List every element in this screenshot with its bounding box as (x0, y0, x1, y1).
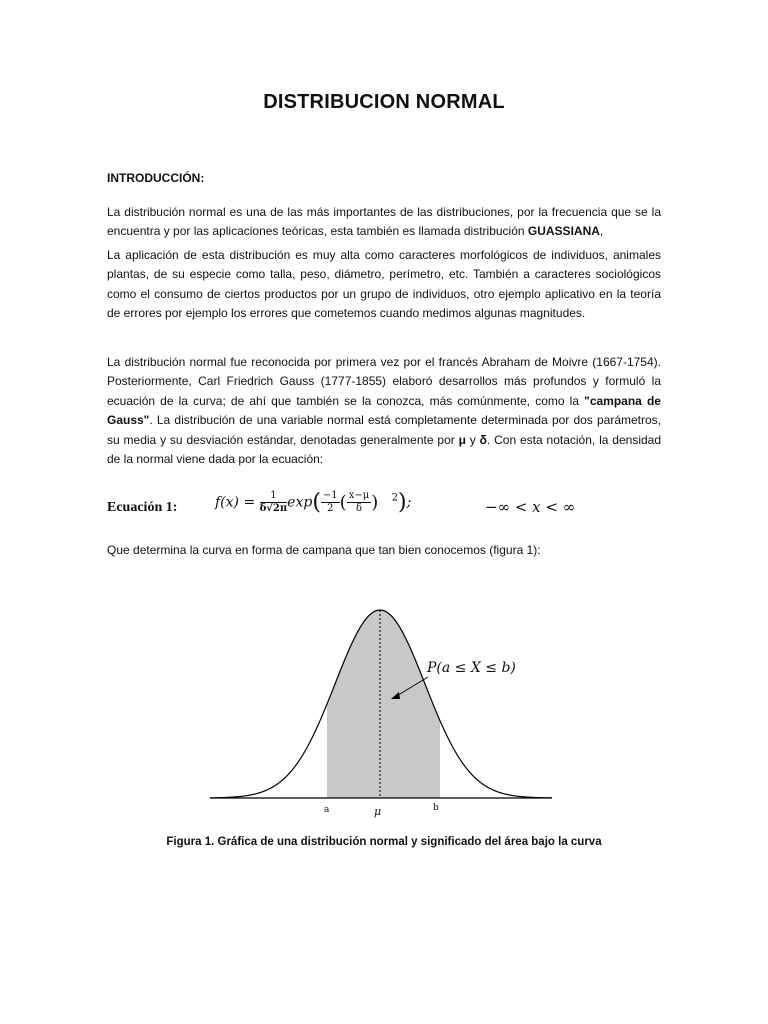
intro-heading: INTRODUCCIÓN: (107, 171, 205, 185)
delta-symbol: δ (479, 432, 487, 447)
paragraph-3-y: y (465, 432, 480, 447)
standardized-denominator: δ (355, 503, 362, 514)
label-mu: μ (374, 805, 382, 818)
label-a: a (324, 805, 330, 815)
paragraph-3-b: . La distribución de una variable normal está completamente determinada por dos parámetros, su media y su desviación estándar, denotadas generalmente por (107, 413, 661, 447)
paragraph-4: Que determina la curva en forma de campana que tan bien conocemos (figura 1): (107, 543, 541, 557)
exp-function: exp (287, 494, 313, 511)
figure-caption: Figura 1. Gráfica de una distribución normal y significado del área bajo la curva (166, 836, 602, 848)
guassiana-bold: GUASSIANA (527, 224, 600, 239)
equation-lhs: f(x) = (215, 494, 256, 511)
close-paren-inner: ) (371, 492, 379, 513)
exponent-power: 2 (391, 492, 398, 504)
page-title: DISTRIBUCION NORMAL (263, 91, 505, 113)
coefficient-numerator: 1 (260, 490, 288, 503)
standardized-numerator: x−μ (348, 490, 370, 501)
equation-semicolon: ; (406, 494, 412, 511)
coefficient-fraction (260, 490, 288, 515)
label-b: b (433, 803, 439, 813)
coefficient-denominator: δ√2π (259, 503, 288, 514)
normal-distribution-figure (200, 598, 560, 828)
paragraph-1-end: , (599, 224, 604, 239)
shaded-area (327, 610, 440, 798)
open-paren: ( (312, 490, 321, 515)
inner-denominator: 2 (327, 503, 334, 514)
campana-de-gauss-bold: "campana de Gauss" (107, 393, 661, 428)
inner-fraction (321, 490, 340, 515)
standardized-fraction (347, 490, 372, 515)
equation-1 (107, 490, 667, 526)
equation-range: −∞ < x < ∞ (485, 498, 576, 516)
equation-formula (215, 490, 411, 515)
paragraph-2: La aplicación de esta distribución es muy alta como caracteres morfológicos de individuos, animales plantas, de su especie como talla, peso, diámetro, perímetro, etc. También a caracteres sociológicos como el consumo de ciertos productos por un grupo de individuos, otro ejemplo aplicativo en la teoría de errores por ejemplo los errores que cometemos cuando medimos algunas magnitudes. (107, 248, 661, 321)
paragraph-3 (107, 353, 661, 469)
equation-label: Ecuación 1: (107, 500, 178, 515)
paragraph-1 (107, 203, 661, 242)
paragraph-1-text: La distribución normal es una de las más importantes de las distribuciones, por la frecuencia que se la encuentra y por las aplicaciones teóricas, esta también es llamada distribución (107, 205, 661, 239)
open-paren-inner: ( (339, 492, 347, 513)
mu-symbol: μ (458, 432, 466, 447)
inner-numerator: −1 (322, 490, 338, 501)
paragraph-3-a: La distribución normal fue reconocida por primera vez por el francés Abraham de Moivre (1667-1754). Posteriormente, Carl Friedrich Gauss (1777-1855) elaboró desarrollos más profundos y formuló la ecuación de la curva; de ahí que también se la conozca, más comúnmente, como la (107, 355, 661, 408)
probability-annotation: P(a ≤ X ≤ b) (427, 660, 516, 676)
paragraph-3-c: . Con esta notación, la densidad de la normal viene dada por la ecuación: (107, 432, 662, 467)
close-paren: ) (398, 490, 407, 515)
